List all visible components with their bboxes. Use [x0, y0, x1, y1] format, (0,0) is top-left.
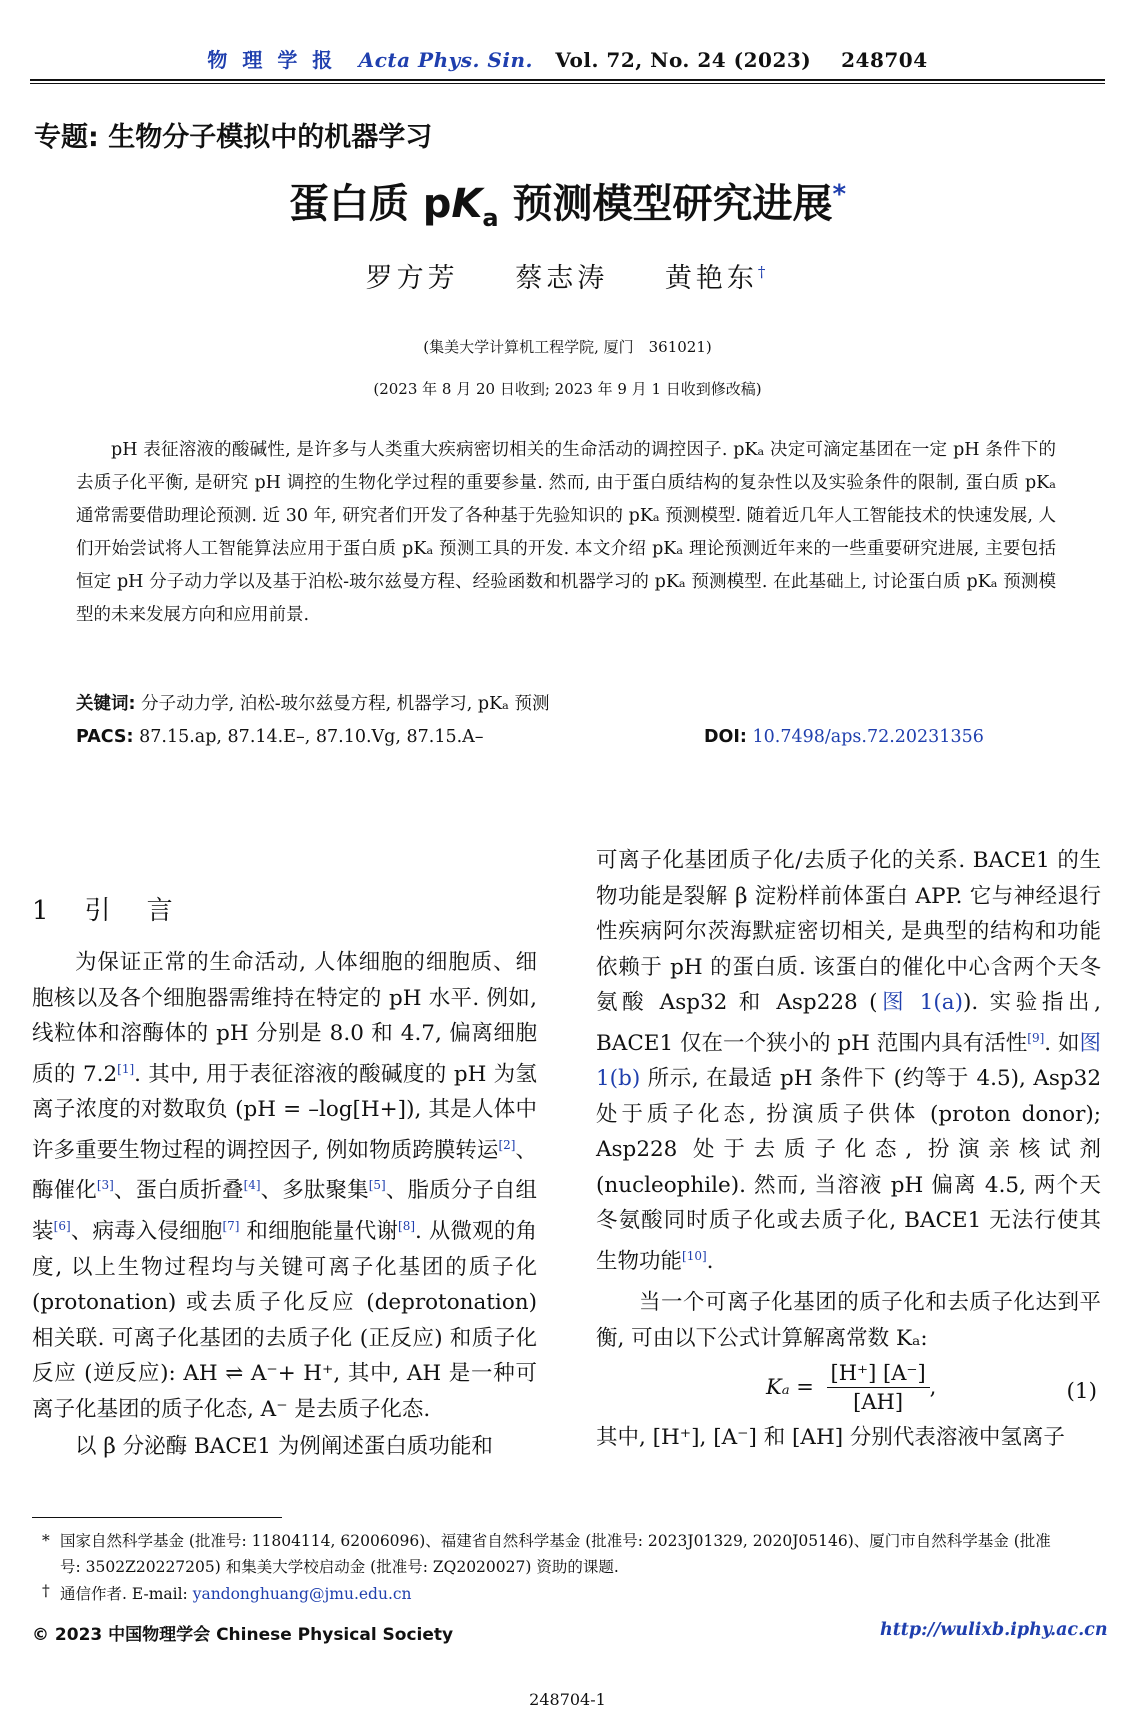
author-list [0, 256, 1135, 295]
received-dates: (2023 年 8 月 20 日收到; 2023 年 9 月 1 日收到修改稿) [373, 380, 762, 398]
paper-title [0, 172, 1135, 232]
keywords-label: 关键词: [76, 694, 136, 714]
article-number: 248704 [841, 48, 928, 72]
author-3-name: 黄艳东 [664, 263, 758, 294]
footnote-label: 通信作者. E-mail: [60, 1585, 193, 1603]
equation-number: (1) [1066, 1379, 1097, 1405]
equation-1 [596, 1356, 1101, 1420]
doi-link[interactable]: 10.7498/aps.72.20231356 [752, 727, 984, 747]
citation[interactable]: [4] [243, 1178, 261, 1193]
title-suffix: 预测模型研究进展 [498, 181, 833, 227]
paragraph: 当一个可离子化基团的质子化和去质子化达到平衡, 可由以下公式计算解离常数 Kₐ: [596, 1290, 1101, 1351]
paragraph [32, 945, 537, 1427]
text: 、蛋白质折叠 [113, 1178, 244, 1204]
footnote-rule [32, 1517, 282, 1518]
pacs-label: PACS: [76, 727, 134, 747]
footnote-mark: * [42, 1532, 50, 1550]
right-column [596, 843, 1101, 1456]
paragraph [596, 843, 1101, 1279]
title-k: K [451, 181, 483, 227]
author-1: 罗方芳 [365, 263, 459, 294]
text: 、病毒入侵细胞 [70, 1219, 223, 1245]
paragraph: 其中, [H⁺], [A⁻] 和 [AH] 分别代表溶液中氢离子 [596, 1425, 1065, 1451]
journal-name-latin: Acta Phys. Sin. [358, 48, 533, 72]
header-rule-thin [30, 83, 1105, 84]
footnote-mark: † [42, 1582, 50, 1600]
footnote-corresponding [42, 1582, 412, 1604]
section-title-1: 引 [84, 896, 113, 926]
text: . 其中, 用于表征溶液的酸碱度的 pH 为氢离子浓度的对数取负 (pH = –log[H+]), 其是人体中许多重要生物过程的调控因子, 例如物质跨膜转运 [32, 1061, 537, 1163]
equation-denominator: [AH] [853, 1390, 904, 1415]
author-2: 蔡志涛 [515, 263, 609, 294]
section-heading [32, 890, 175, 927]
special-topic: 专题: 生物分子模拟中的机器学习 [34, 122, 433, 153]
page-number: 248704-1 [529, 1690, 606, 1709]
section-title-2: 言 [146, 896, 175, 926]
text: ). 实验指出, BACE1 仅在一个狭小的 pH 范围内具有活性 [596, 990, 1101, 1056]
pacs [76, 727, 484, 747]
text: 和细胞能量代谢 [239, 1219, 399, 1245]
equation-comma: , [929, 1375, 937, 1400]
equation-lhs: Kₐ = [766, 1375, 814, 1400]
citation[interactable]: [5] [368, 1178, 386, 1193]
citation[interactable]: [1] [117, 1061, 135, 1076]
title-prefix: 蛋白质 p [288, 181, 452, 227]
citation[interactable]: [3] [96, 1178, 114, 1193]
author-3 [665, 263, 770, 294]
text: 、酶催化 [32, 1137, 537, 1204]
copyright: © 2023 中国物理学会 Chinese Physical Society [32, 1625, 454, 1645]
journal-header [0, 44, 1135, 73]
figure-link[interactable]: 图 1(a) [877, 990, 964, 1015]
equation-numerator: [H⁺] [A⁻] [827, 1360, 930, 1388]
corresponding-mark[interactable]: † [757, 263, 770, 281]
citation[interactable]: [7] [222, 1218, 240, 1233]
citation[interactable]: [6] [53, 1218, 71, 1233]
equation-body [766, 1360, 936, 1417]
text: 可离子化基团质子化/去质子化的关系. BACE1 的生物功能是裂解 β 淀粉样前体蛋白 APP. 它与神经退行性疾病阿尔茨海默症密切相关, 是典型的结构和功能依赖于 pH 的蛋白质. 该蛋白的催化中心含两个天冬氨酸 Asp32 和 Asp228 ( [596, 848, 1101, 1015]
text: 、脂质分子自组装 [32, 1178, 537, 1245]
header-rule [30, 79, 1105, 81]
affiliation: (集美大学计算机工程学院, 厦门 361021) [423, 338, 712, 356]
keywords [76, 690, 1056, 715]
doi [704, 727, 984, 747]
email-link[interactable]: yandonghuang@jmu.edu.cn [192, 1585, 412, 1603]
journal-name-cn: 物 理 学 报 [207, 48, 337, 72]
abstract: pH 表征溶液的酸碱性, 是许多与人类重大疾病密切相关的生命活动的调控因子. pKₐ 决定可滴定基团在一定 pH 条件下的去质子化平衡, 是研究 pH 调控的生物化学过程的重要参量. 然而, 由于蛋白质结构的复杂性以及实验条件的限制, 蛋白质 pKₐ 通常需要借助理论预测. 近 30 年, 研究者们开发了各种基于先验知识的 pKₐ 预测模型. 随着近几年人工智能技术的快速发展, 人们开始尝试将人工智能算法应用于蛋白质 pKₐ 预测工具的开发. 本文介绍 pKₐ 理论预测近年来的一些重要研究进展, 主要包括恒定 pH 分子动力学以及基于泊松-玻尔兹曼方程、经验函数和机器学习的 pKₐ 预测模型. 在此基础上, 讨论蛋白质 pKₐ 预测模型的未来发展方向和应用前景. [76, 440, 1056, 625]
text: 为保证正常的生命活动, 人体细胞的细胞质、细胞核以及各个细胞器需维持在特定的 pH 水平. 例如, 线粒体和溶酶体的 pH 分别是 8.0 和 4.7, 偏离细胞质的 7.2 [32, 950, 537, 1087]
doi-label: DOI: [704, 727, 747, 747]
section-number: 1 [32, 896, 51, 926]
citation[interactable]: [2] [498, 1137, 516, 1152]
journal-volume: Vol. 72, No. 24 (2023) [555, 48, 812, 72]
text: . 从微观的角度, 以上生物过程均与关键可离子化基团的质子化 (protonation) 或去质子化反应 (deprotonation) 相关联. 可离子化基团的去质子化 (正反应) 和质子化反应 (逆反应): AH ⇌ A⁻+ H⁺, 其中, AH 是一种可离子化基团的质子化态, A⁻ 是去质子化态. [32, 1219, 537, 1422]
text: . [706, 1248, 714, 1274]
citation[interactable]: [9] [1027, 1030, 1045, 1045]
citation[interactable]: [10] [682, 1248, 707, 1263]
left-column [32, 945, 537, 1465]
citation[interactable]: [8] [398, 1218, 416, 1233]
text: 、多肽聚集 [260, 1178, 369, 1204]
title-sub: a [482, 204, 499, 232]
text: 所示, 在最适 pH 条件下 (约等于 4.5), Asp32 处于质子化态, 扮演质子供体 (proton donor); Asp228 处于去质子化态, 扮演亲核试剂 (nucleophile). 然而, 当溶液 pH 偏离 4.5, 两个天冬氨酸同时质子化或去质子化, BACE1 无法行使其生物功能 [596, 1066, 1101, 1274]
title-footnote-mark[interactable]: * [832, 179, 847, 210]
equation-fraction [827, 1360, 930, 1417]
pacs-value: 87.15.ap, 87.14.E–, 87.10.Vg, 87.15.A– [139, 727, 484, 747]
footnote-funding [42, 1528, 1070, 1580]
figure-link[interactable]: 图 1(b) [596, 1030, 1101, 1092]
paragraph: 以 β 分泌酶 BACE1 为例阐述蛋白质功能和 [75, 1434, 493, 1460]
journal-website-link[interactable]: http://wulixb.iphy.ac.cn [880, 1620, 1108, 1640]
text: . 如 [1044, 1030, 1080, 1056]
footnote-text: 国家自然科学基金 (批准号: 11804114, 62006096)、福建省自然科学基金 (批准号: 2023J01329, 2020J05146)、厦门市自然科学基金 (批准号: 3502Z20227205) 和集美大学校启动金 (批准号: ZQ2020027) 资助的课题. [60, 1532, 1051, 1576]
keywords-value: 分子动力学, 泊松-玻尔兹曼方程, 机器学习, pKₐ 预测 [141, 694, 550, 714]
